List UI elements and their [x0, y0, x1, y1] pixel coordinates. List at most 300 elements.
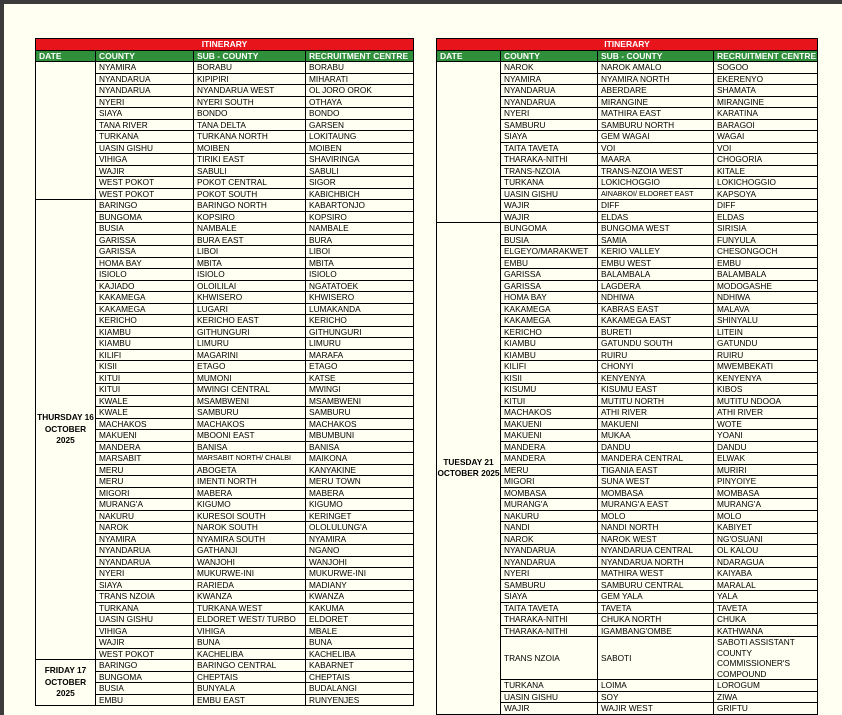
sub-county-cell: MATHIRA EAST: [598, 108, 714, 120]
sub-county-cell: MAGARINI: [194, 349, 306, 361]
county-cell: MERU: [96, 464, 194, 476]
sub-county-cell: KERIO VALLEY: [598, 246, 714, 258]
itinerary-title: ITINERARY: [437, 39, 818, 51]
table-row: [36, 62, 414, 74]
sub-county-cell: GEM YALA: [598, 591, 714, 603]
recruitment-centre-cell: NDHIWA: [714, 292, 818, 304]
sub-county-cell: MAKUENI: [598, 418, 714, 430]
recruitment-centre-cell: MERU TOWN: [306, 476, 414, 488]
recruitment-centre-cell: CHESONGOCH: [714, 246, 818, 258]
county-cell: THARAKA-NITHI: [501, 625, 598, 637]
recruitment-centre-cell: KAIYABA: [714, 568, 818, 580]
itinerary-table-right: [436, 38, 818, 715]
county-cell: NYAMIRA: [96, 533, 194, 545]
recruitment-centre-cell: KERINGET: [306, 510, 414, 522]
county-cell: GARISSA: [96, 234, 194, 246]
county-cell: TURKANA: [501, 680, 598, 692]
county-cell: GARISSA: [501, 280, 598, 292]
county-cell: KISII: [501, 372, 598, 384]
sub-county-cell: MAARA: [598, 154, 714, 166]
table-row: [437, 223, 818, 235]
county-cell: SIAYA: [501, 591, 598, 603]
county-cell: NANDI: [501, 522, 598, 534]
sub-county-cell: LOIMA: [598, 680, 714, 692]
county-cell: MARSABIT: [96, 453, 194, 465]
recruitment-centre-cell: KARATINA: [714, 108, 818, 120]
recruitment-centre-cell: OTHAYA: [306, 96, 414, 108]
sub-county-cell: SAMBURU NORTH: [598, 119, 714, 131]
sub-county-cell: BURA EAST: [194, 234, 306, 246]
recruitment-centre-cell: MADIANY: [306, 579, 414, 591]
sub-county-cell: MBOONI EAST: [194, 430, 306, 442]
county-cell: TURKANA: [96, 131, 194, 143]
sub-county-cell: CHONYI: [598, 361, 714, 373]
recruitment-centre-cell: KANYAKINE: [306, 464, 414, 476]
county-cell: NAROK: [501, 62, 598, 74]
county-cell: TANA RIVER: [96, 119, 194, 131]
sub-county-cell: TRANS-NZOIA WEST: [598, 165, 714, 177]
sub-county-cell: NAROK AMALO: [598, 62, 714, 74]
recruitment-centre-cell: KABARTONJO: [306, 200, 414, 212]
sub-county-cell: BURETI: [598, 326, 714, 338]
county-cell: NYAMIRA: [96, 62, 194, 74]
county-cell: KISII: [96, 361, 194, 373]
county-cell: NYANDARUA: [96, 545, 194, 557]
date-header: DATE: [437, 50, 501, 62]
recruitment-centre-cell: ISIOLO: [306, 269, 414, 281]
sub-county-cell: POKOT SOUTH: [194, 188, 306, 200]
county-cell: NYERI: [501, 108, 598, 120]
county-cell: KITUI: [96, 384, 194, 396]
sub-county-cell: NAROK SOUTH: [194, 522, 306, 534]
sub-county-cell: NYANDARUA NORTH: [598, 556, 714, 568]
recruitment-centre-cell: BUDALANGI: [306, 683, 414, 695]
county-cell: NAROK: [501, 533, 598, 545]
county-cell: WAJIR: [96, 165, 194, 177]
recruitment-centre-cell: YOANI: [714, 430, 818, 442]
county-cell: KWALE: [96, 395, 194, 407]
recruitment-centre-cell: KHWISERO: [306, 292, 414, 304]
recruitment-centre-cell: KACHELIBA: [306, 648, 414, 660]
recruitment-centre-cell: BURA: [306, 234, 414, 246]
sub-county-cell: WAJIR WEST: [598, 703, 714, 715]
county-cell: UASIN GISHU: [501, 691, 598, 703]
sub-county-cell: POKOT CENTRAL: [194, 177, 306, 189]
recruitment-centre-cell: LUMAKANDA: [306, 303, 414, 315]
recruitment-centre-cell: CHEPTAIS: [306, 671, 414, 683]
sub-county-cell: MUKAA: [598, 430, 714, 442]
county-cell: WEST POKOT: [96, 177, 194, 189]
recruitment-centre-cell: KITALE: [714, 165, 818, 177]
county-cell: UASIN GISHU: [96, 614, 194, 626]
recruitment-centre-cell: MUKURWE-INI: [306, 568, 414, 580]
sub-county-cell: GEM WAGAI: [598, 131, 714, 143]
sub-county-cell: LUGARI: [194, 303, 306, 315]
recruitment-centre-cell: LITEIN: [714, 326, 818, 338]
date-cell: [437, 62, 501, 223]
date-cell: TUESDAY 21 OCTOBER 2025: [437, 223, 501, 715]
recruitment-centre-cell: MBALE: [306, 625, 414, 637]
sub-county-cell: LOKICHOGGIO: [598, 177, 714, 189]
county-header: COUNTY: [501, 50, 598, 62]
sub-county-cell: EMBU WEST: [598, 257, 714, 269]
sub-county-cell: KABRAS EAST: [598, 303, 714, 315]
sub-county-cell: ISIOLO: [194, 269, 306, 281]
recruitment-centre-cell: NG'OSUANI: [714, 533, 818, 545]
recruitment-centre-cell: MACHAKOS: [306, 418, 414, 430]
itinerary-table-left: [35, 38, 414, 706]
sub-county-cell: KWANZA: [194, 591, 306, 603]
recruitment-centre-cell: OLOLULUNG'A: [306, 522, 414, 534]
recruitment-centre-cell: ZIWA: [714, 691, 818, 703]
sub-county-cell: MIRANGINE: [598, 96, 714, 108]
county-cell: KAKAMEGA: [501, 315, 598, 327]
recruitment-centre-cell: KAKUMA: [306, 602, 414, 614]
recruitment-centre-cell: EMBU: [714, 257, 818, 269]
county-cell: SIAYA: [96, 108, 194, 120]
county-cell: SAMBURU: [501, 119, 598, 131]
sub-county-cell: TIGANIA EAST: [598, 464, 714, 476]
sub-county-cell: SOY: [598, 691, 714, 703]
recruitment-centre-cell: MARAFA: [306, 349, 414, 361]
recruitment-centre-cell: LOROGUM: [714, 680, 818, 692]
county-cell: MIGORI: [96, 487, 194, 499]
county-cell: UASIN GISHU: [501, 188, 598, 200]
sub-county-cell: KERICHO EAST: [194, 315, 306, 327]
date-cell: [36, 62, 96, 200]
county-cell: BUSIA: [96, 223, 194, 235]
county-cell: EMBU: [501, 257, 598, 269]
recruitment-centre-cell: KWANZA: [306, 591, 414, 603]
recruitment-centre-cell: BALAMBALA: [714, 269, 818, 281]
sub-county-cell: KOPSIRO: [194, 211, 306, 223]
sub-county-cell: CHEPTAIS: [194, 671, 306, 683]
sub-county-cell: NYAMIRA SOUTH: [194, 533, 306, 545]
county-cell: GARISSA: [96, 246, 194, 258]
sub-county-cell: MOMBASA: [598, 487, 714, 499]
recruitment-centre-cell: NGANO: [306, 545, 414, 557]
recruitment-centre-cell: KATSE: [306, 372, 414, 384]
county-cell: BUSIA: [501, 234, 598, 246]
sub-county-cell: BARINGO NORTH: [194, 200, 306, 212]
sub-county-cell: NAROK WEST: [598, 533, 714, 545]
county-cell: KIAMBU: [501, 338, 598, 350]
sub-county-cell: CHUKA NORTH: [598, 614, 714, 626]
sub-county-cell: AINABKOI/ ELDORET EAST: [598, 188, 714, 200]
recruitment-centre-cell: KOPSIRO: [306, 211, 414, 223]
sub-county-cell: MUMONI: [194, 372, 306, 384]
county-cell: THARAKA-NITHI: [501, 614, 598, 626]
county-cell: TAITA TAVETA: [501, 142, 598, 154]
county-cell: HOMA BAY: [501, 292, 598, 304]
recruitment-centre-cell: YALA: [714, 591, 818, 603]
county-cell: WEST POKOT: [96, 188, 194, 200]
sub-county-cell: DIFF: [598, 200, 714, 212]
sub-county-cell: ABOGETA: [194, 464, 306, 476]
recruitment-centre-cell: SHINYALU: [714, 315, 818, 327]
county-cell: NYERI: [501, 568, 598, 580]
recruitment-centre-cell: TAVETA: [714, 602, 818, 614]
sub-county-cell: LIMURU: [194, 338, 306, 350]
recruitment-centre-cell: NDARAGUA: [714, 556, 818, 568]
sub-county-cell: RARIEDA: [194, 579, 306, 591]
recruitment-centre-cell: SAMBURU: [306, 407, 414, 419]
recruitment-centre-cell: MOLO: [714, 510, 818, 522]
sub-county-cell: NYANDARUA WEST: [194, 85, 306, 97]
recruitment-centre-cell: NGATATOEK: [306, 280, 414, 292]
recruitment-centre-cell: MIHARATI: [306, 73, 414, 85]
county-cell: MANDERA: [501, 441, 598, 453]
recruitment-centre-cell: ELWAK: [714, 453, 818, 465]
county-cell: SIAYA: [96, 579, 194, 591]
county-cell: NYERI: [96, 568, 194, 580]
sub-county-cell: KENYENYA: [598, 372, 714, 384]
county-cell: NAKURU: [96, 510, 194, 522]
recruitment-centre-cell: SIGOR: [306, 177, 414, 189]
county-cell: VIHIGA: [96, 625, 194, 637]
county-cell: MURANG'A: [501, 499, 598, 511]
sub-county-cell: NYAMIRA NORTH: [598, 73, 714, 85]
county-cell: MERU: [96, 476, 194, 488]
recruitment-centre-cell: WOTE: [714, 418, 818, 430]
county-cell: BUSIA: [96, 683, 194, 695]
county-cell: NYANDARUA: [96, 85, 194, 97]
sub-county-cell: SAMBURU CENTRAL: [598, 579, 714, 591]
sub-county-cell: MURANG'A EAST: [598, 499, 714, 511]
county-cell: KILIFI: [96, 349, 194, 361]
sub-county-cell: NYANDARUA CENTRAL: [598, 545, 714, 557]
recruitment-centre-cell: BORABU: [306, 62, 414, 74]
county-cell: KILIFI: [501, 361, 598, 373]
recruitment-centre-cell: KABICHBICH: [306, 188, 414, 200]
recruitment-centre-cell: NYAMIRA: [306, 533, 414, 545]
sub-county-cell: LIBOI: [194, 246, 306, 258]
recruitment-centre-cell: MSAMBWENI: [306, 395, 414, 407]
sub-county-cell: BORABU: [194, 62, 306, 74]
county-cell: SIAYA: [501, 131, 598, 143]
recruitment-centre-cell: KENYENYA: [714, 372, 818, 384]
sub-county-cell: TANA DELTA: [194, 119, 306, 131]
county-cell: NYANDARUA: [501, 556, 598, 568]
county-cell: WAJIR: [501, 703, 598, 715]
recruitment-centre-cell: KABARNET: [306, 660, 414, 672]
recruitment-centre-cell: OL JORO OROK: [306, 85, 414, 97]
sub-county-cell: SABULI: [194, 165, 306, 177]
sub-county-cell: MACHAKOS: [194, 418, 306, 430]
recruitment-centre-cell: GITHUNGURI: [306, 326, 414, 338]
sub-county-cell: IGAMBANG'OMBE: [598, 625, 714, 637]
sub-county-cell: MOIBEN: [194, 142, 306, 154]
recruitment-centre-cell: KABIYET: [714, 522, 818, 534]
county-cell: THARAKA-NITHI: [501, 154, 598, 166]
recruitment-centre-cell: MURIRI: [714, 464, 818, 476]
recruitment-centre-cell: NAMBALE: [306, 223, 414, 235]
sub-county-cell: MOLO: [598, 510, 714, 522]
date-header: DATE: [36, 50, 96, 62]
county-cell: MANDERA: [501, 453, 598, 465]
sub-county-cell: BUNGOMA WEST: [598, 223, 714, 235]
county-cell: MERU: [501, 464, 598, 476]
sub-county-cell: NAMBALE: [194, 223, 306, 235]
recruitment-centre-cell: MIRANGINE: [714, 96, 818, 108]
sub-county-cell: MUTITU NORTH: [598, 395, 714, 407]
county-cell: ISIOLO: [96, 269, 194, 281]
sub-county-cell: GITHUNGURI: [194, 326, 306, 338]
recruitment-centre-cell: GRIFTU: [714, 703, 818, 715]
county-cell: NYANDARUA: [96, 556, 194, 568]
county-cell: NYANDARUA: [96, 73, 194, 85]
sub-county-cell: TAVETA: [598, 602, 714, 614]
sub-county-cell: BUNYALA: [194, 683, 306, 695]
recruitment-centre-cell: LOKITAUNG: [306, 131, 414, 143]
recruitment-centre-cell: MUTITU NDOOA: [714, 395, 818, 407]
county-cell: BUNGOMA: [96, 671, 194, 683]
recruitment-centre-cell: MBITA: [306, 257, 414, 269]
sub-county-cell: ETAGO: [194, 361, 306, 373]
sub-county-cell: MUKURWE-INI: [194, 568, 306, 580]
county-cell: MACHAKOS: [501, 407, 598, 419]
sub-county-cell: MSAMBWENI: [194, 395, 306, 407]
county-cell: NAKURU: [501, 510, 598, 522]
sub-county-cell: BALAMBALA: [598, 269, 714, 281]
recruitment-centre-cell: BUNA: [306, 637, 414, 649]
sub-county-cell: KIGUMO: [194, 499, 306, 511]
sub-county-cell: VIHIGA: [194, 625, 306, 637]
county-cell: KAKAMEGA: [501, 303, 598, 315]
county-cell: BARINGO: [96, 660, 194, 672]
sub-county-cell: KACHELIBA: [194, 648, 306, 660]
county-cell: UASIN GISHU: [96, 142, 194, 154]
recruitment-centre-cell: MURANG'A: [714, 499, 818, 511]
recruitment-centre-cell: SHAMATA: [714, 85, 818, 97]
sub-county-cell: NYERI SOUTH: [194, 96, 306, 108]
county-cell: BUNGOMA: [96, 211, 194, 223]
recruitment-centre-cell: MABERA: [306, 487, 414, 499]
sub-county-cell: MBITA: [194, 257, 306, 269]
sub-county-cell: ELDORET WEST/ TURBO: [194, 614, 306, 626]
recruitment-centre-cell: OL KALOU: [714, 545, 818, 557]
county-cell: TRANS-NZOIA: [501, 165, 598, 177]
county-cell: KITUI: [96, 372, 194, 384]
recruitment-centre-cell: KIGUMO: [306, 499, 414, 511]
recruitment-centre-cell: SHAVIRINGA: [306, 154, 414, 166]
county-cell: KIAMBU: [501, 349, 598, 361]
county-cell: KAKAMEGA: [96, 292, 194, 304]
sub-county-cell: TURKANA WEST: [194, 602, 306, 614]
recruitment-centre-cell: BARAGOI: [714, 119, 818, 131]
county-cell: KIAMBU: [96, 326, 194, 338]
table-row: [36, 660, 414, 672]
county-cell: NAROK: [96, 522, 194, 534]
recruitment-centre-cell: WANJOHI: [306, 556, 414, 568]
county-cell: TRANS NZOIA: [96, 591, 194, 603]
sub-county-cell: LAGDERA: [598, 280, 714, 292]
sub-county-cell: ABERDARE: [598, 85, 714, 97]
county-cell: NYAMIRA: [501, 73, 598, 85]
document-page: [4, 4, 842, 715]
county-cell: HOMA BAY: [96, 257, 194, 269]
recruitment-centre-cell: EKERENYO: [714, 73, 818, 85]
sub-county-header: SUB - COUNTY: [598, 50, 714, 62]
recruitment-centre-cell: ELDAS: [714, 211, 818, 223]
recruitment-centre-cell: MOIBEN: [306, 142, 414, 154]
sub-county-cell: IMENTI NORTH: [194, 476, 306, 488]
recruitment-centre-cell: CHOGORIA: [714, 154, 818, 166]
sub-county-cell: BANISA: [194, 441, 306, 453]
recruitment-centre-cell: SOGOO: [714, 62, 818, 74]
recruitment-centre-cell: KATHWANA: [714, 625, 818, 637]
sub-county-cell: SABOTI: [598, 637, 714, 680]
sub-county-cell: BARINGO CENTRAL: [194, 660, 306, 672]
recruitment-centre-header: RECRUITMENT CENTRE: [714, 50, 818, 62]
county-cell: MACHAKOS: [96, 418, 194, 430]
recruitment-centre-cell: PINYOIYE: [714, 476, 818, 488]
county-cell: BARINGO: [96, 200, 194, 212]
county-cell: ELGEYO/MARAKWET: [501, 246, 598, 258]
county-cell: WAJIR: [96, 637, 194, 649]
recruitment-centre-cell: ETAGO: [306, 361, 414, 373]
sub-county-cell: MANDERA CENTRAL: [598, 453, 714, 465]
sub-county-cell: VOI: [598, 142, 714, 154]
sub-county-cell: GATUNDU SOUTH: [598, 338, 714, 350]
recruitment-centre-cell: DANDU: [714, 441, 818, 453]
sub-county-cell: MATHIRA WEST: [598, 568, 714, 580]
county-cell: NYANDARUA: [501, 96, 598, 108]
sub-county-cell: NDHIWA: [598, 292, 714, 304]
recruitment-centre-cell: WAGAI: [714, 131, 818, 143]
county-cell: WAJIR: [501, 200, 598, 212]
sub-county-cell: ATHI RIVER: [598, 407, 714, 419]
sub-county-cell: KIPIPIRI: [194, 73, 306, 85]
recruitment-centre-cell: BANISA: [306, 441, 414, 453]
sub-county-cell: RUIRU: [598, 349, 714, 361]
recruitment-centre-cell: LOKICHOGGIO: [714, 177, 818, 189]
sub-county-cell: DANDU: [598, 441, 714, 453]
county-cell: KERICHO: [96, 315, 194, 327]
county-cell: GARISSA: [501, 269, 598, 281]
sub-county-cell: KURESOI SOUTH: [194, 510, 306, 522]
sub-county-cell: BONDO: [194, 108, 306, 120]
county-cell: TURKANA: [96, 602, 194, 614]
county-cell: MAKUENI: [96, 430, 194, 442]
county-cell: NYERI: [96, 96, 194, 108]
sub-county-cell: TIRIKI EAST: [194, 154, 306, 166]
sub-county-cell: KAKAMEGA EAST: [598, 315, 714, 327]
recruitment-centre-cell: MAIKONA: [306, 453, 414, 465]
recruitment-centre-cell: MARALAL: [714, 579, 818, 591]
sub-county-cell: MABERA: [194, 487, 306, 499]
recruitment-centre-cell: MOMBASA: [714, 487, 818, 499]
sub-county-cell: NANDI NORTH: [598, 522, 714, 534]
recruitment-centre-cell: KERICHO: [306, 315, 414, 327]
county-cell: EMBU: [96, 694, 194, 706]
recruitment-centre-cell: VOI: [714, 142, 818, 154]
sub-county-cell: KISUMU EAST: [598, 384, 714, 396]
recruitment-centre-cell: LIBOI: [306, 246, 414, 258]
sub-county-cell: MARSABIT NORTH/ CHALBI: [194, 453, 306, 465]
county-cell: KIAMBU: [96, 338, 194, 350]
date-cell: THURSDAY 16 OCTOBER 2025: [36, 200, 96, 660]
recruitment-centre-cell: GARSEN: [306, 119, 414, 131]
county-cell: MOMBASA: [501, 487, 598, 499]
county-cell: KISUMU: [501, 384, 598, 396]
county-cell: NYANDARUA: [501, 545, 598, 557]
county-cell: KITUI: [501, 395, 598, 407]
recruitment-centre-cell: MODOGASHE: [714, 280, 818, 292]
county-cell: WEST POKOT: [96, 648, 194, 660]
sub-county-cell: MWINGI CENTRAL: [194, 384, 306, 396]
county-cell: SAMBURU: [501, 579, 598, 591]
